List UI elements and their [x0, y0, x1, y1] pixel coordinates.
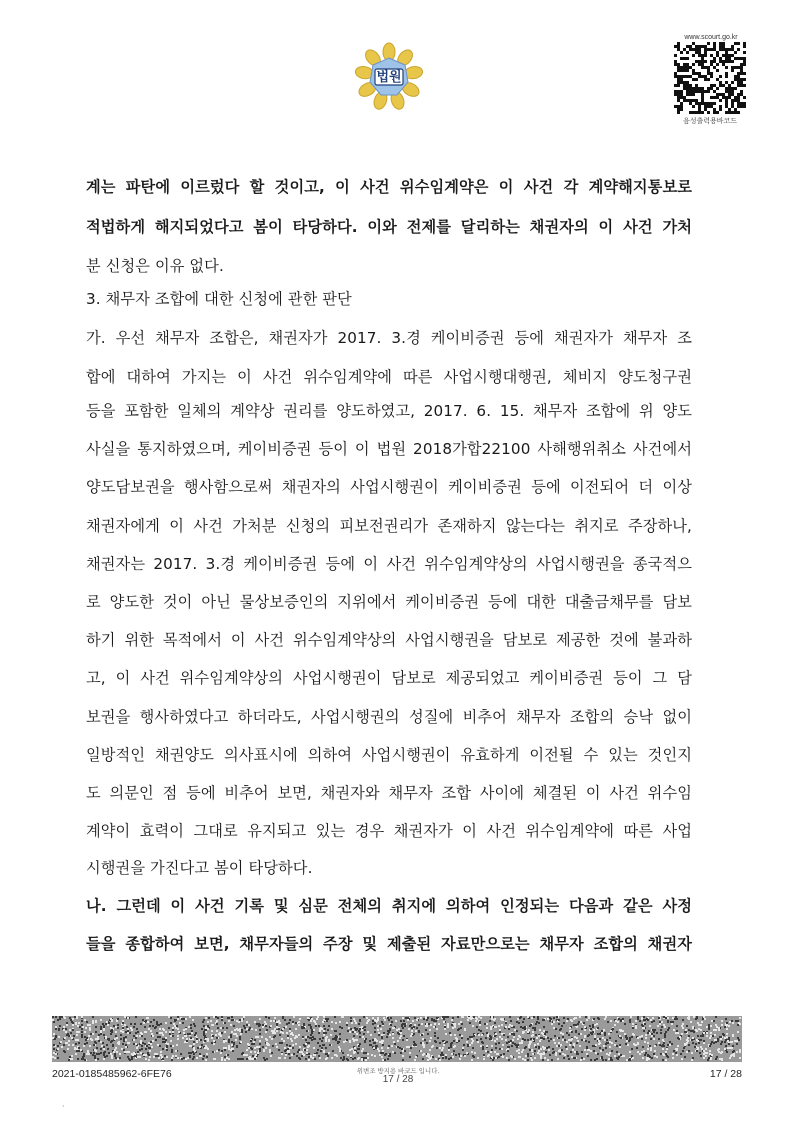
qr-url: www.scourt.go.kr — [684, 34, 738, 41]
body-line: 양도담보권을 행사함으로써 채권자의 사업시행권이 케이비증권 등에 이전되어 더 이상 — [86, 478, 692, 496]
qr-caption: 음성출력용바코드 — [682, 118, 738, 125]
body-line: 시행권을 가진다고 봄이 타당하다. — [86, 859, 313, 877]
page-number-center: 17 / 28 — [382, 1074, 414, 1085]
qr-code-icon — [674, 42, 746, 114]
body-line: 계는 파탄에 이르렀다 할 것이고, 이 사건 위수임계약은 이 사건 각 계약해지통보로 — [86, 178, 692, 196]
body-line: 고, 이 사건 위수임계약상의 사업시행권이 담보로 제공되었고 케이비증권 등이 그 담 — [86, 669, 692, 687]
body-line: 계약이 효력이 그대로 유지되고 있는 경우 채권자가 이 사건 위수임계약에 따른 사업 — [86, 822, 692, 840]
footer-mark: · — [62, 1102, 65, 1111]
barcode-note: 위변조 방지용 바코드 입니다. — [356, 1068, 440, 1075]
body-line: 로 양도한 것이 아닌 물상보증인의 지위에서 케이비증권 등에 대한 대출금채무를 담보 — [86, 593, 692, 611]
document-number: 2021-0185485962-6FE76 — [52, 1068, 172, 1080]
body-line: 가. 우선 채무자 조합은, 채권자가 2017. 3.경 케이비증권 등에 채권자가 채무자 조 — [86, 329, 692, 347]
seal-label: 법원 — [376, 70, 402, 85]
body-line: 하기 위한 목적에서 이 사건 위수임계약상의 사업시행권을 담보로 제공한 것에 불과하 — [86, 631, 692, 649]
body-line: 보권을 행사하였다고 하더라도, 사업시행권의 성질에 비추어 채무자 조합의 승낙 없이 — [86, 708, 692, 726]
page-number-right: 17 / 28 — [709, 1068, 742, 1080]
body-line: 일방적인 채권양도 의사표시에 의하여 사업시행권이 유효하게 이전될 수 있는 것인지 — [86, 746, 692, 764]
body-line: 합에 대하여 가지는 이 사건 위수임계약에 따른 사업시행대행권, 체비지 양도청구권 — [86, 368, 692, 386]
body-line: 사실을 통지하였으며, 케이비증권 등이 이 법원 2018가합22100 사해행위취소 사건에서 — [86, 440, 692, 458]
body-line: 적법하게 해지되었다고 봄이 타당하다. 이와 전제를 달리하는 채권자의 이 사건 가처 — [86, 218, 692, 236]
body-line: 채권자는 2017. 3.경 케이비증권 등에 이 사건 위수임계약상의 사업시행권을 종국적으 — [86, 555, 692, 573]
body-line: 등을 포함한 일체의 계약상 권리를 양도하였고, 2017. 6. 15. 채무자 조합에 위 양도 — [86, 402, 692, 420]
body-line: 분 신청은 이유 없다. — [86, 257, 224, 275]
court-seal-logo — [350, 38, 428, 116]
anti-forgery-barcode — [52, 1016, 742, 1062]
section-heading: 3. 채무자 조합에 대한 신청에 관한 판단 — [86, 290, 352, 308]
body-line: 도 의문인 점 등에 비추어 보면, 채권자와 채무자 조합 사이에 체결된 이 사건 위수임 — [86, 784, 692, 802]
body-line: 들을 종합하여 보면, 채무자들의 주장 및 제출된 자료만으로는 채무자 조합의 채권자 — [86, 935, 692, 953]
body-line: 나. 그런데 이 사건 기록 및 심문 전체의 취지에 의하여 인정되는 다음과 같은 사정 — [86, 897, 692, 915]
body-line: 채권자에게 이 사건 가처분 신청의 피보전권리가 존재하지 않는다는 취지로 주장하나, — [86, 517, 692, 535]
